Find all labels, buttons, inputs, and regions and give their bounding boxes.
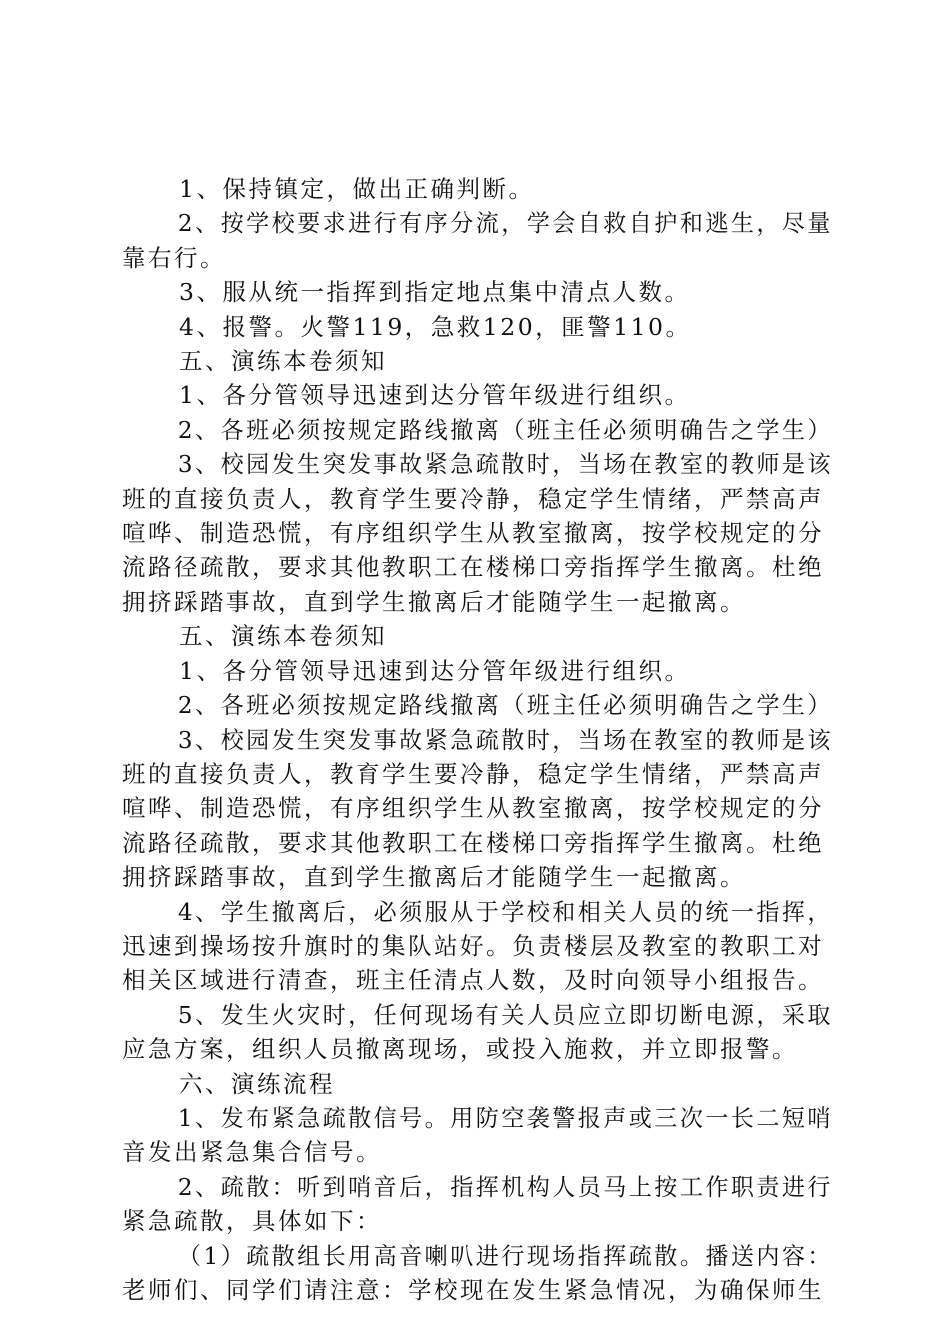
text-line: （1）疏散组长用高音喇叭进行现场指挥疏散。播送内容： <box>177 1241 833 1270</box>
text-line: 拥挤踩踏事故，直到学生撤离后才能随学生一起撤离。 <box>122 863 746 892</box>
text-line: 靠右行。 <box>122 243 226 272</box>
text-line: 班的直接负责人，教育学生要冷静，稳定学生情绪，严禁高声 <box>122 759 824 788</box>
text-line: 紧急疏散，具体如下： <box>122 1207 382 1236</box>
document-body <box>122 172 834 1307</box>
text-line: 喧哗、制造恐慌，有序组织学生从教室撤离，按学校规定的分 <box>122 519 824 548</box>
section-heading: 五、演练本卷须知 <box>179 347 387 376</box>
text-line: 2、按学校要求进行有序分流，学会自救自护和逃生，尽量 <box>177 209 833 238</box>
text-line: 老师们、同学们请注意：学校现在发生紧急情况，为确保师生 <box>122 1276 824 1304</box>
text-line: 4、学生撤离后，必须服从于学校和相关人员的统一指挥， <box>177 897 833 926</box>
text-line: 应急方案，组织人员撤离现场，或投入施救，并立即报警。 <box>122 1035 798 1064</box>
text-line: 4、报警。火警119，急救120，匪警110。 <box>179 312 692 341</box>
text-line: 1、发布紧急疏散信号。用防空袭警报声或三次一长二短哨 <box>177 1103 833 1132</box>
text-line: 2、疏散：听到哨音后，指挥机构人员马上按工作职责进行 <box>177 1172 833 1201</box>
text-line: 3、服从统一指挥到指定地点集中清点人数。 <box>179 278 691 307</box>
text-line: 流路径疏散，要求其他教职工在楼梯口旁指挥学生撤离。杜绝 <box>122 828 824 857</box>
text-line: 1、各分管领导迅速到达分管年级进行组织。 <box>179 656 691 685</box>
text-line: 音发出紧急集合信号。 <box>122 1138 382 1167</box>
text-line: 流路径疏散，要求其他教职工在楼梯口旁指挥学生撤离。杜绝 <box>122 553 824 582</box>
text-line: 迅速到操场按升旗时的集队站好。负责楼层及教室的教职工对 <box>122 931 824 960</box>
text-line: 3、校园发生突发事故紧急疏散时，当场在教室的教师是该 <box>177 725 833 754</box>
text-line: 班的直接负责人，教育学生要冷静，稳定学生情绪，严禁高声 <box>122 484 824 513</box>
text-line: 1、各分管领导迅速到达分管年级进行组织。 <box>179 381 691 410</box>
text-line: 3、校园发生突发事故紧急疏散时，当场在教室的教师是该 <box>177 450 833 479</box>
text-line: 相关区域进行清查，班主任清点人数，及时向领导小组报告。 <box>122 966 824 995</box>
text-line: 1、保持镇定，做出正确判断。 <box>179 175 535 203</box>
text-line: 5、发生火灾时，任何现场有关人员应立即切断电源，采取 <box>177 1000 833 1029</box>
section-heading: 六、演练流程 <box>179 1069 335 1098</box>
text-line: 2、各班必须按规定路线撤离（班主任必须明确告之学生） <box>177 691 833 720</box>
text-line: 拥挤踩踏事故，直到学生撤离后才能随学生一起撤离。 <box>122 587 746 616</box>
text-line: 喧哗、制造恐慌，有序组织学生从教室撤离，按学校规定的分 <box>122 794 824 823</box>
section-heading: 五、演练本卷须知 <box>179 622 387 651</box>
text-line: 2、各班必须按规定路线撤离（班主任必须明确告之学生） <box>177 415 833 444</box>
